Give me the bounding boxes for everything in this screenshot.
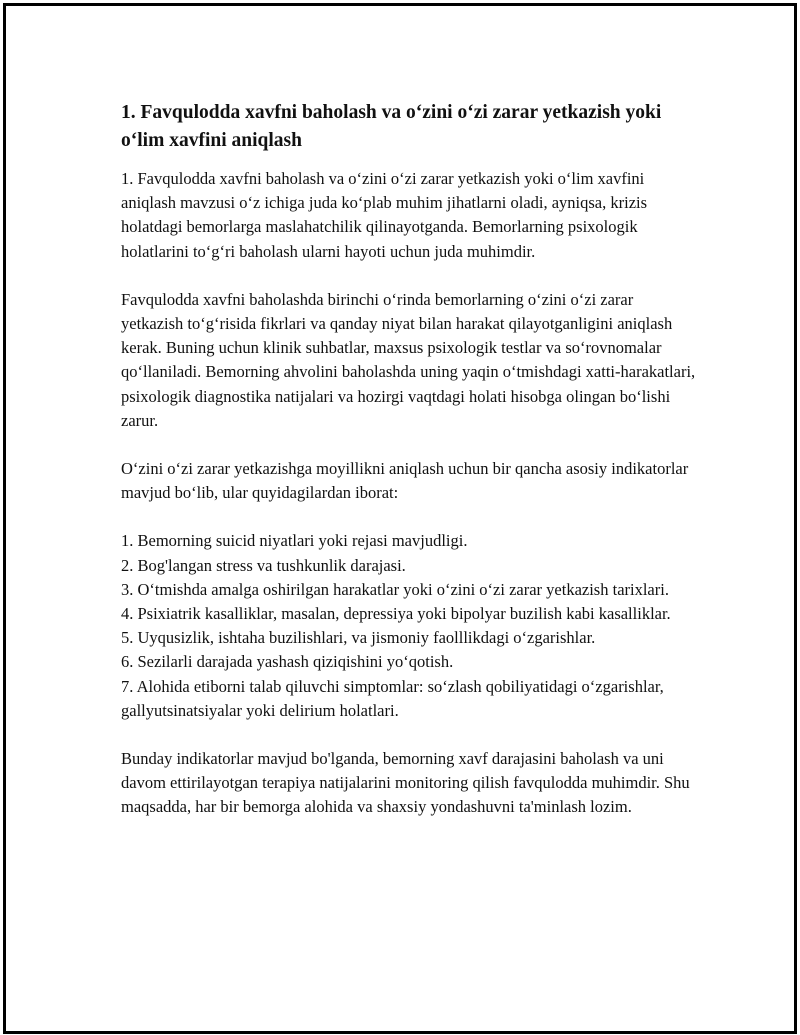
document-body [121, 99, 696, 844]
closing-paragraph: Bunday indikatorlar mavjud bo'lganda, bemorning xavf darajasini baholash va uni davom ettirilayotgan terapiya natijalarini monitoring qilish favqulodda muhimdir. Shu maqsadda, har bir bemorga alohida va shaxsiy yondashuvni ta'minlash lozim. [121, 749, 690, 817]
list-item: 3. O‘tmishda amalga oshirilgan harakatlar yoki o‘zini o‘zi zarar yetkazish tarixlari. [121, 579, 669, 599]
list-item: 2. Bog'langan stress va tushkunlik darajasi. [121, 555, 406, 575]
list-item: 4. Psixiatrik kasalliklar, masalan, depressiya yoki bipolyar buzilish kabi kasalliklar. [121, 604, 671, 624]
list-item: 7. Alohida etiborni talab qiluvchi simptomlar: so‘zlash qobiliyatidagi o‘zgarishlar, gallyutsinatsiyalar yoki delirium holatlari. [121, 676, 664, 720]
intro-paragraph: 1. Favqulodda xavfni baholash va o‘zini o‘zi zarar yetkazish yoki o‘lim xavfini aniqlash mavzusi o‘z ichiga juda ko‘plab muhim jihatlarni oladi, ayniqsa, krizis holatdagi bemorlarga maslahatchilik qilinayotganda. Bemorlarning psixologik holatlarini to‘g‘ri baholash ularni hayoti uchun juda muhimdir. [121, 169, 648, 261]
page-frame [3, 3, 797, 1034]
section-heading: 1. Favqulodda xavfni baholash va o‘zini o‘zi zarar yetkazish yoki o‘lim xavfini aniqlash [121, 102, 662, 151]
list-item: 1. Bemorning suicid niyatlari yoki rejasi mavjudligi. [121, 531, 468, 551]
indicators-list [121, 529, 696, 723]
list-item: 6. Sezilarli darajada yashash qiziqishini yo‘qotish. [121, 652, 454, 672]
assessment-paragraph: Favqulodda xavfni baholashda birinchi o‘rinda bemorlarning o‘zini o‘zi zarar yetkazish to‘g‘risida fikrlari va qanday niyat bilan harakat qilayotganligini aniqlash kerak. Buning uchun klinik suhbatlar, maxsus psixologik testlar va so‘rovnomalar qo‘llaniladi. Bemorning ahvolini baholashda uning yaqin o‘tmishdagi xatti-harakatlari, psixologik diagnostika natijalari va hozirgi vaqtdagi holati hisobga olingan bo‘lishi zarur. [121, 289, 696, 430]
indicators-intro-paragraph: O‘zini o‘zi zarar yetkazishga moyillikni aniqlash uchun bir qancha asosiy indikatorlar mavjud bo‘lib, ular quyidagilardan iborat: [121, 459, 689, 503]
list-item: 5. Uyqusizlik, ishtaha buzilishlari, va jismoniy faolllikdagi o‘zgarishlar. [121, 628, 596, 648]
